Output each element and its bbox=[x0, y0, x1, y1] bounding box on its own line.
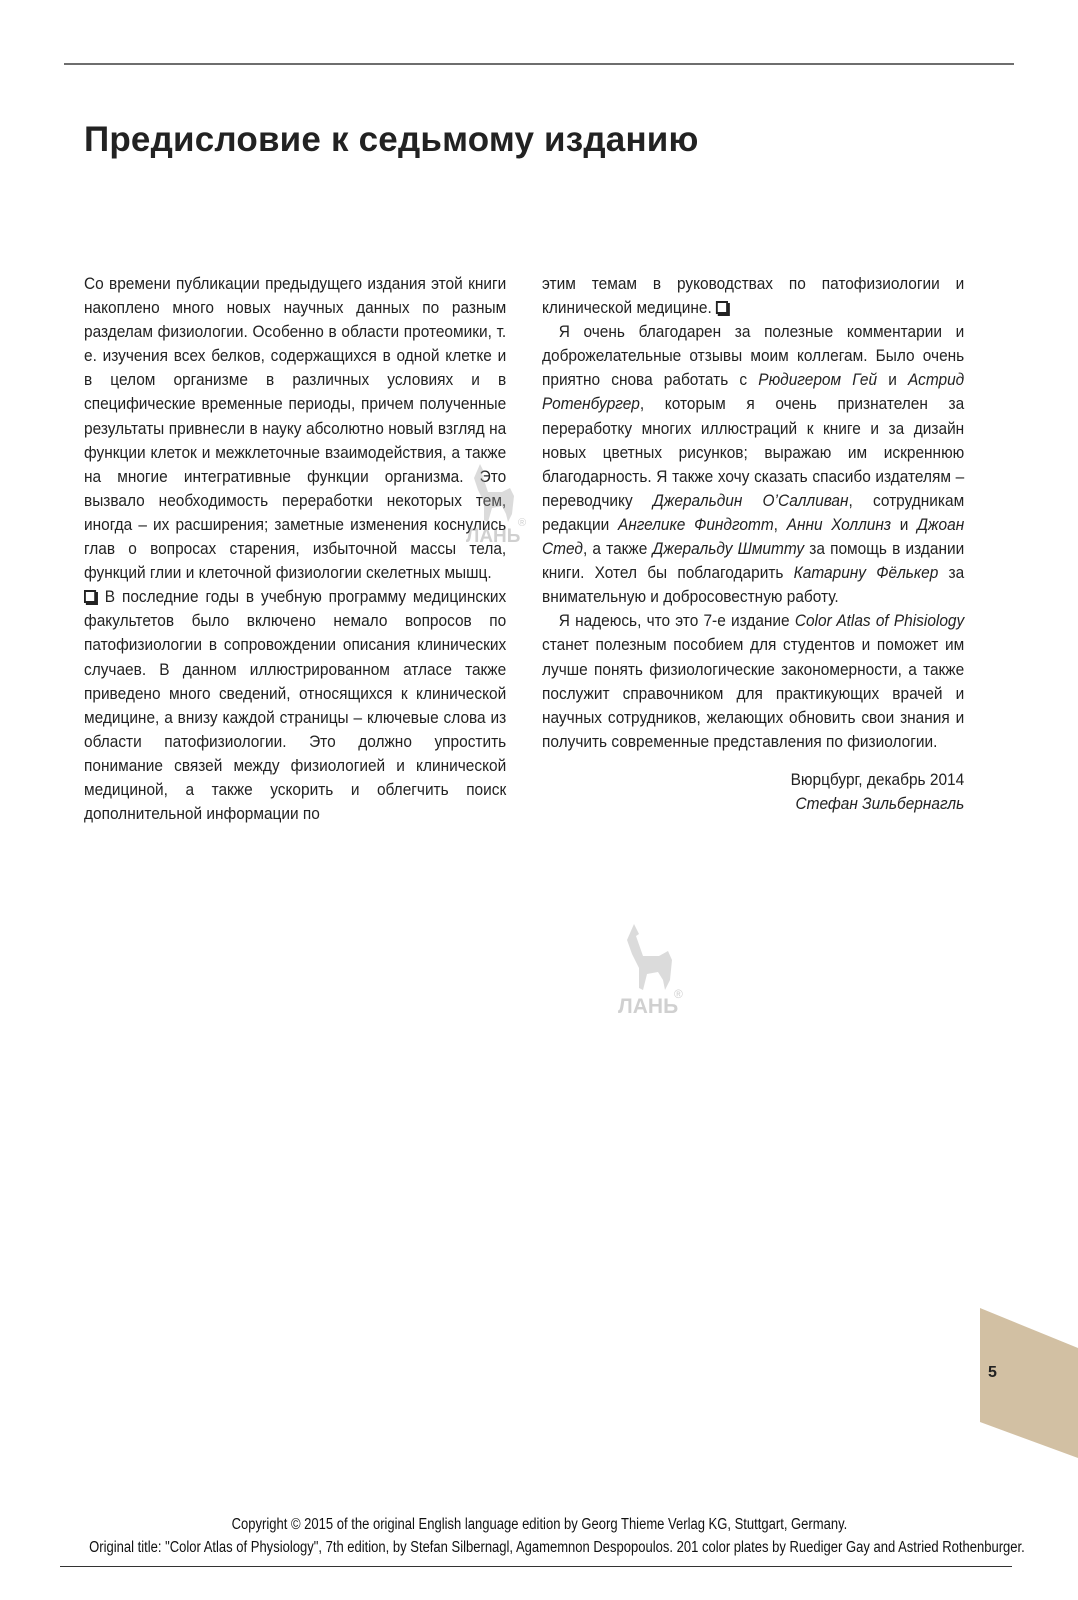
top-rule bbox=[64, 63, 1014, 65]
lan-watermark-logo bbox=[614, 922, 688, 1018]
signature-author bbox=[542, 792, 964, 816]
square-bullet-icon bbox=[84, 590, 96, 603]
original-title-line bbox=[0, 1539, 1078, 1557]
text-run: и bbox=[891, 514, 918, 534]
person-name: Катарину Фёлькер bbox=[793, 563, 939, 583]
left-column bbox=[84, 272, 506, 826]
person-name: Рюдигером Гей bbox=[758, 370, 878, 390]
watermark-label: ЛАНЬ bbox=[618, 995, 679, 1018]
paragraph-text: В последние годы в учебную программу медицинских факультетов было включено немало вопросов по патофизиологии в сопровождении описания клинических случаев. В данном иллюстрированном атласе также приведено много сведений, относящихся к клинической медицине, а внизу каждой страницы – ключевые слова из области патофизиологии. Это должно упростить понимание связей между физиологией и клинической медициной, а также ускорить и облегчить поиск дополнительной информации по bbox=[84, 587, 507, 824]
text-run: Я надеюсь, что это 7-е издание bbox=[558, 611, 795, 631]
paragraph bbox=[542, 320, 964, 609]
signature-place-date: Вюрцбург, декабрь 2014 bbox=[790, 769, 965, 789]
page-title: Предисловие к седьмому изданию bbox=[84, 120, 699, 159]
page-tab bbox=[980, 1308, 1078, 1458]
page-tab-shape bbox=[980, 1308, 1078, 1458]
person-name: Ангелике Финдготт bbox=[617, 514, 774, 534]
watermark-label: ЛАНЬ bbox=[466, 526, 521, 546]
text-run: за помощь в издании книги. Хотел бы поблагодарить bbox=[542, 539, 965, 583]
bottom-rule bbox=[60, 1566, 1012, 1567]
right-column bbox=[542, 272, 964, 816]
square-bullet-icon bbox=[716, 301, 728, 314]
person-name: Анни Холлинз bbox=[786, 514, 892, 534]
person-name: Джоан Стед bbox=[542, 514, 965, 559]
text-run: за внимательную и добросовестную работу. bbox=[542, 563, 965, 607]
lan-watermark-logo bbox=[462, 462, 530, 546]
book-title: Color Atlas of Phisiology bbox=[794, 611, 965, 631]
page-number: 5 bbox=[988, 1364, 997, 1381]
paragraph bbox=[542, 609, 964, 754]
text-run: и bbox=[877, 370, 908, 390]
original-title-text: Original title: "Color Atlas of Physiology", 7th edition, by Stefan Silbernagl, Agamemnon Despopoulos. 201 color plates by Ruediger Gay and Astried Rothenburger. bbox=[89, 1539, 1025, 1556]
paragraph bbox=[542, 272, 964, 320]
copyright-text: Copyright © 2015 of the original English language edition by Georg Thieme Verlag KG, Stuttgart, Germany. bbox=[231, 1516, 847, 1533]
gazelle-icon bbox=[627, 924, 672, 990]
text-run: , сотрудникам редакции bbox=[542, 490, 965, 534]
registered-mark: ® bbox=[674, 987, 683, 1001]
text-run: Я очень благодарен за полезные комментарии и доброжелательные отзывы моим коллегам. Было очень приятно снова работать с bbox=[542, 322, 965, 390]
text-run: станет полезным пособием для студентов и поможет им лучше понять физиологические закономерности, а также послужит справочником для практикующих врачей и научных сотрудников, желающих обновить свои знания и получить современные представления по физиологии. bbox=[542, 635, 965, 751]
paragraph-text: этим темам в руководствах по патофизиологии и клинической медицине. bbox=[542, 274, 965, 318]
person-name: Астрид Ротенбургер bbox=[542, 370, 965, 414]
registered-mark: ® bbox=[518, 517, 527, 529]
person-name: Джеральдин О’Салливан bbox=[652, 490, 849, 510]
copyright-line bbox=[0, 1516, 1078, 1534]
text-run: , bbox=[773, 514, 787, 534]
paragraph: Со времени публикации предыдущего издания этой книги накоплено много новых научных данных по разным разделам физиологии. Особенно в области протеомики, т. е. изучения всех белков, содержащихся в одной клетке и в целом организме в различных условиях и в специфические временные периоды, причем полученные результаты привнесли в науку абсолютно новый взгляд на функции клеток и межклеточные взаимодействия, а также на многие интегративные функции организма. Это вызвало необходимость переработки некоторых тем, иногда – их расширения; заметные изменения коснулись глав о вопросах старения, избыточной массы тела, функций глии и клеточной физиологии скелетных мышц. bbox=[84, 274, 507, 583]
text-run: , которым я очень признателен за переработку многих иллюстраций к книге и за дизайн новых цветных рисунков; выражаю им искреннюю благодарность. Я также хочу сказать спасибо издателям – переводчику bbox=[542, 394, 965, 510]
text-run: , а также bbox=[582, 539, 653, 559]
author-name: Стефан Зильбернагль bbox=[795, 793, 965, 813]
paragraph bbox=[84, 585, 506, 826]
person-name: Джеральду Шмитту bbox=[652, 539, 805, 559]
gazelle-icon bbox=[474, 464, 514, 522]
